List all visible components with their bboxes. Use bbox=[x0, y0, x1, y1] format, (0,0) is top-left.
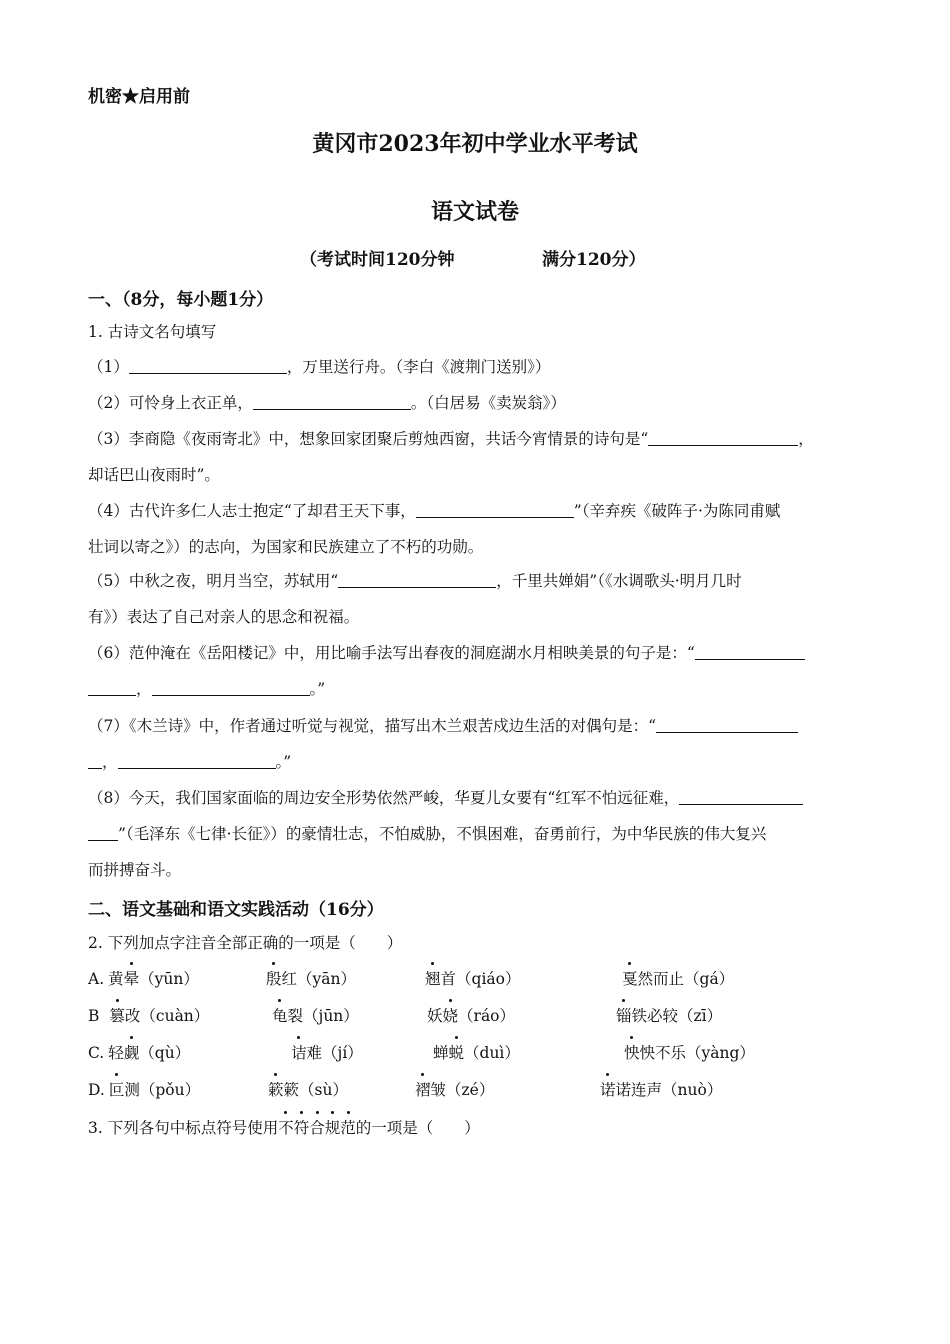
answer-blank[interactable] bbox=[88, 753, 102, 770]
emphasized-text bbox=[278, 1119, 356, 1137]
answer-blank[interactable] bbox=[648, 430, 798, 447]
option-d-2: 簌簌（sù） bbox=[268, 1078, 348, 1100]
item-8: （8）今天，我们国家面临的周边安全形势依然严峻，华夏儿女要有“红军不怕远征难， bbox=[88, 786, 803, 808]
emphasized-char: 规 bbox=[325, 1116, 341, 1138]
item-6-cont: ， 。” bbox=[88, 677, 325, 699]
item-7: （7）《木兰诗》中，作者通过听觉与视觉，描写出木兰艰苦戍边生活的对偶句是：“ bbox=[88, 714, 798, 736]
exam-score: 满分120分） bbox=[542, 250, 646, 270]
option-b-3: 妖娆（ráo） bbox=[427, 1004, 515, 1026]
emphasized-char: 符 bbox=[294, 1116, 310, 1138]
question-3: 3. 下列各句中标点符号使用不符合规范的一项是（ ） bbox=[88, 1116, 480, 1138]
option-c-4: 怏怏不乐（yàng） bbox=[624, 1041, 755, 1063]
question-2: 2. 下列加点字注音全部正确的一项是（ ） bbox=[88, 934, 403, 952]
answer-blank[interactable] bbox=[152, 680, 310, 697]
option-b-2: 龟裂（jūn） bbox=[272, 1004, 359, 1026]
option-a-3: 翘首（qiáo） bbox=[425, 967, 520, 989]
exam-subtitle: 语文试卷 bbox=[430, 199, 519, 225]
answer-blank[interactable] bbox=[695, 644, 805, 661]
item-4-cont: 壮词以寄之》）的志向，为国家和民族建立了不朽的功勋。 bbox=[88, 538, 484, 556]
item-6: （6）范仲淹在《岳阳楼记》中，用比喻手法写出春夜的洞庭湖水月相映美景的句子是：“ bbox=[88, 641, 805, 663]
item-8-cont2: 而拼搏奋斗。 bbox=[88, 861, 182, 879]
answer-blank[interactable] bbox=[129, 358, 287, 375]
item-7-cont: ， 。” bbox=[88, 750, 291, 772]
exam-title: 黄冈市2023年初中学业水平考试 bbox=[312, 131, 638, 157]
section1-heading: 一、（8分，每小题1分） bbox=[88, 290, 274, 310]
item-1: （1） ，万里送行舟。（李白《渡荆门送别》） bbox=[88, 358, 551, 376]
answer-blank[interactable] bbox=[88, 825, 118, 842]
item-3-cont: 却话巴山夜雨时”。 bbox=[88, 466, 220, 484]
exam-time: （考试时间120分钟 bbox=[300, 250, 455, 270]
option-c[interactable]: C. 轻觑（qù） bbox=[88, 1041, 190, 1063]
answer-blank[interactable] bbox=[338, 572, 496, 589]
option-d-4: 诺诺连声（nuò） bbox=[600, 1078, 722, 1100]
item-3: （3）李商隐《夜雨寄北》中，想象回家团聚后剪烛西窗，共话今宵情景的诗句是“ ， bbox=[88, 430, 814, 448]
option-b-4: 锱铁必较（zī） bbox=[616, 1004, 722, 1026]
answer-blank[interactable] bbox=[253, 394, 411, 411]
question-1: 1. 古诗文名句填写 bbox=[88, 323, 217, 341]
item-5: （5）中秋之夜，明月当空，苏轼用“ ，千里共婵娟”（《水调歌头·明月几时 bbox=[88, 572, 742, 590]
option-d[interactable]: D. 叵测（pǒu） bbox=[88, 1078, 200, 1100]
confidential-label: 机密★启用前 bbox=[88, 87, 190, 107]
item-5-cont: 有》）表达了自己对亲人的思念和祝福。 bbox=[88, 608, 360, 626]
emphasized-char: 不 bbox=[278, 1116, 294, 1138]
answer-blank[interactable] bbox=[416, 502, 574, 519]
option-a-4: 戛然而止（gá） bbox=[622, 967, 734, 989]
item-8-cont: ”（毛泽东《七律·长征》）的豪情壮志，不怕威胁，不惧困难，奋勇前行，为中华民族的伟大复兴 bbox=[88, 822, 766, 844]
option-c-3: 蝉蜕（duì） bbox=[433, 1041, 520, 1063]
item-2: （2）可怜身上衣正单， 。（白居易《卖炭翁》） bbox=[88, 394, 566, 412]
emphasized-char: 合 bbox=[309, 1116, 325, 1138]
option-d-3: 褶皱（zé） bbox=[415, 1078, 494, 1100]
answer-blank[interactable] bbox=[656, 717, 798, 734]
answer-blank[interactable] bbox=[679, 789, 803, 806]
option-a-2: 殷红（yān） bbox=[266, 967, 356, 989]
option-a[interactable]: A. 黄晕（yūn） bbox=[88, 967, 199, 989]
emphasized-char: 范 bbox=[340, 1116, 356, 1138]
option-c-2: 诘难（jí） bbox=[291, 1041, 363, 1063]
item-4: （4）古代许多仁人志士抱定“了却君王天下事， ”（辛弃疾《破阵子·为陈同甫赋 bbox=[88, 502, 781, 520]
answer-blank[interactable] bbox=[88, 680, 136, 697]
section2-heading: 二、语文基础和语文实践活动（16分） bbox=[88, 900, 384, 920]
option-b[interactable]: B 篡改（cuàn） bbox=[88, 1004, 209, 1026]
answer-blank[interactable] bbox=[118, 753, 276, 770]
